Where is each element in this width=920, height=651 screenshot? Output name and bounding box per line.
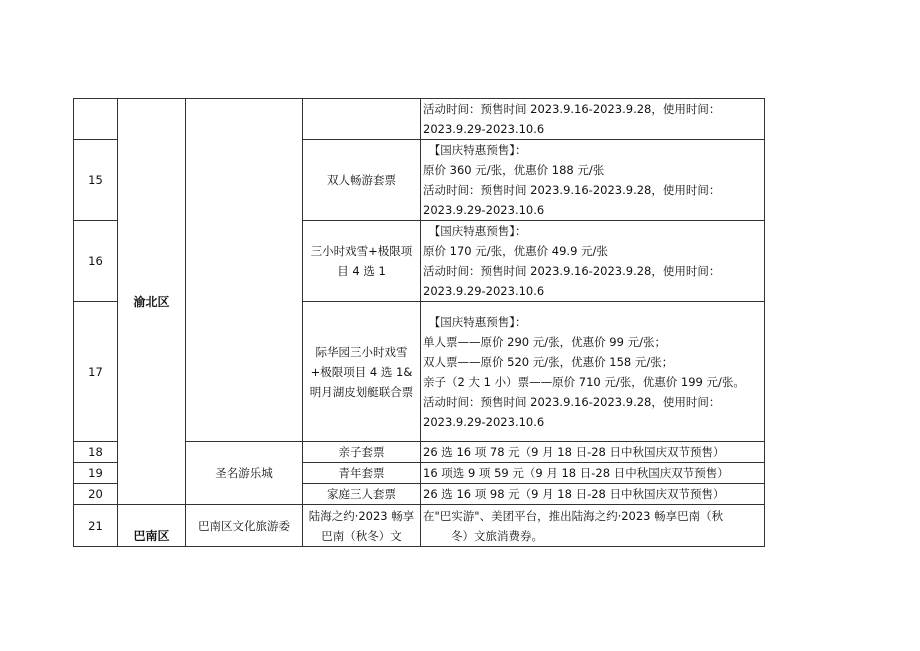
- detail-cell: [421, 221, 765, 302]
- product-cell: 青年套票: [303, 463, 421, 484]
- product-cell: 亲子套票: [303, 442, 421, 463]
- detail-line: 活动时间：预售时间 2023.9.16-2023.9.28，使用时间：: [423, 394, 721, 409]
- product-cell: 三小时戏雪+极限项目 4 选 1: [303, 221, 421, 302]
- detail-line: 【国庆特惠预售】：: [423, 314, 527, 329]
- activity-table: [73, 98, 765, 547]
- venue-name: 圣名游乐城: [215, 466, 273, 480]
- detail-cell: [421, 505, 765, 547]
- detail-line: 亲子（2 大 1 小）票——原价 710 元/张，优惠价 199 元/张。: [423, 374, 745, 389]
- product-cell: [303, 99, 421, 140]
- detail-line: 原价 170 元/张，优惠价 49.9 元/张: [423, 244, 608, 258]
- detail-line: 活动时间：预售时间 2023.9.16-2023.9.28，使用时间：: [423, 264, 721, 278]
- product-cell: 际华园三小时戏雪+极限项目 4 选 1&明月湖皮划艇联合票: [303, 302, 421, 442]
- detail-line: 26 选 16 项 78 元（9 月 18 日-28 日中秋国庆双节预售）: [423, 445, 725, 459]
- detail-line: 2023.9.29-2023.10.6: [423, 284, 545, 298]
- district-cell: [118, 99, 186, 505]
- detail-cell: [421, 442, 765, 463]
- table-row: [74, 505, 765, 547]
- detail-line: 活动时间：预售时间 2023.9.16-2023.9.28，使用时间：: [423, 102, 721, 116]
- detail-cell: [421, 302, 765, 442]
- row-number: 15: [74, 140, 118, 221]
- detail-line: 单人票——原价 290 元/张，优惠价 99 元/张；: [423, 334, 666, 349]
- detail-line: 16 项选 9 项 59 元（9 月 18 日-28 日中秋国庆双节预售）: [423, 466, 729, 480]
- detail-line: 【国庆特惠预售】：: [423, 143, 527, 157]
- district-cell: [118, 505, 186, 547]
- venue-name: 巴南区文化旅游委: [198, 518, 290, 533]
- detail-line: 原价 360 元/张，优惠价 188 元/张: [423, 163, 605, 177]
- row-number: 21: [74, 505, 118, 547]
- venue-cell: [186, 505, 303, 547]
- row-number: 18: [74, 442, 118, 463]
- row-number: 16: [74, 221, 118, 302]
- detail-cell: [421, 484, 765, 505]
- product-cell: 双人畅游套票: [303, 140, 421, 221]
- detail-cell: [421, 140, 765, 221]
- product-cell: 陆海之约·2023 畅享巴南（秋冬）文: [303, 505, 421, 547]
- detail-line: 双人票——原价 520 元/张，优惠价 158 元/张；: [423, 354, 674, 369]
- district-name: 巴南区: [133, 529, 170, 543]
- detail-line: 2023.9.29-2023.10.6: [423, 414, 545, 429]
- district-name: 渝北区: [133, 294, 170, 309]
- detail-line: 26 选 16 项 98 元（9 月 18 日-28 日中秋国庆双节预售）: [423, 487, 725, 501]
- row-number: 20: [74, 484, 118, 505]
- row-number: 17: [74, 302, 118, 442]
- detail-line: 2023.9.29-2023.10.6: [423, 203, 545, 217]
- detail-line: 【国庆特惠预售】：: [423, 224, 527, 238]
- detail-line: 冬）文旅消费券。: [451, 528, 543, 543]
- venue-cell: [186, 99, 303, 442]
- detail-line: 2023.9.29-2023.10.6: [423, 122, 545, 136]
- table-row: [74, 99, 765, 140]
- detail-line: 在"巴实游"、美团平台，推出陆海之约·2023 畅享巴南（秋: [423, 508, 724, 523]
- row-number: [74, 99, 118, 140]
- detail-cell: [421, 463, 765, 484]
- product-cell: 家庭三人套票: [303, 484, 421, 505]
- venue-cell: [186, 442, 303, 505]
- detail-line: 活动时间：预售时间 2023.9.16-2023.9.28，使用时间：: [423, 183, 721, 197]
- row-number: 19: [74, 463, 118, 484]
- detail-cell: [421, 99, 765, 140]
